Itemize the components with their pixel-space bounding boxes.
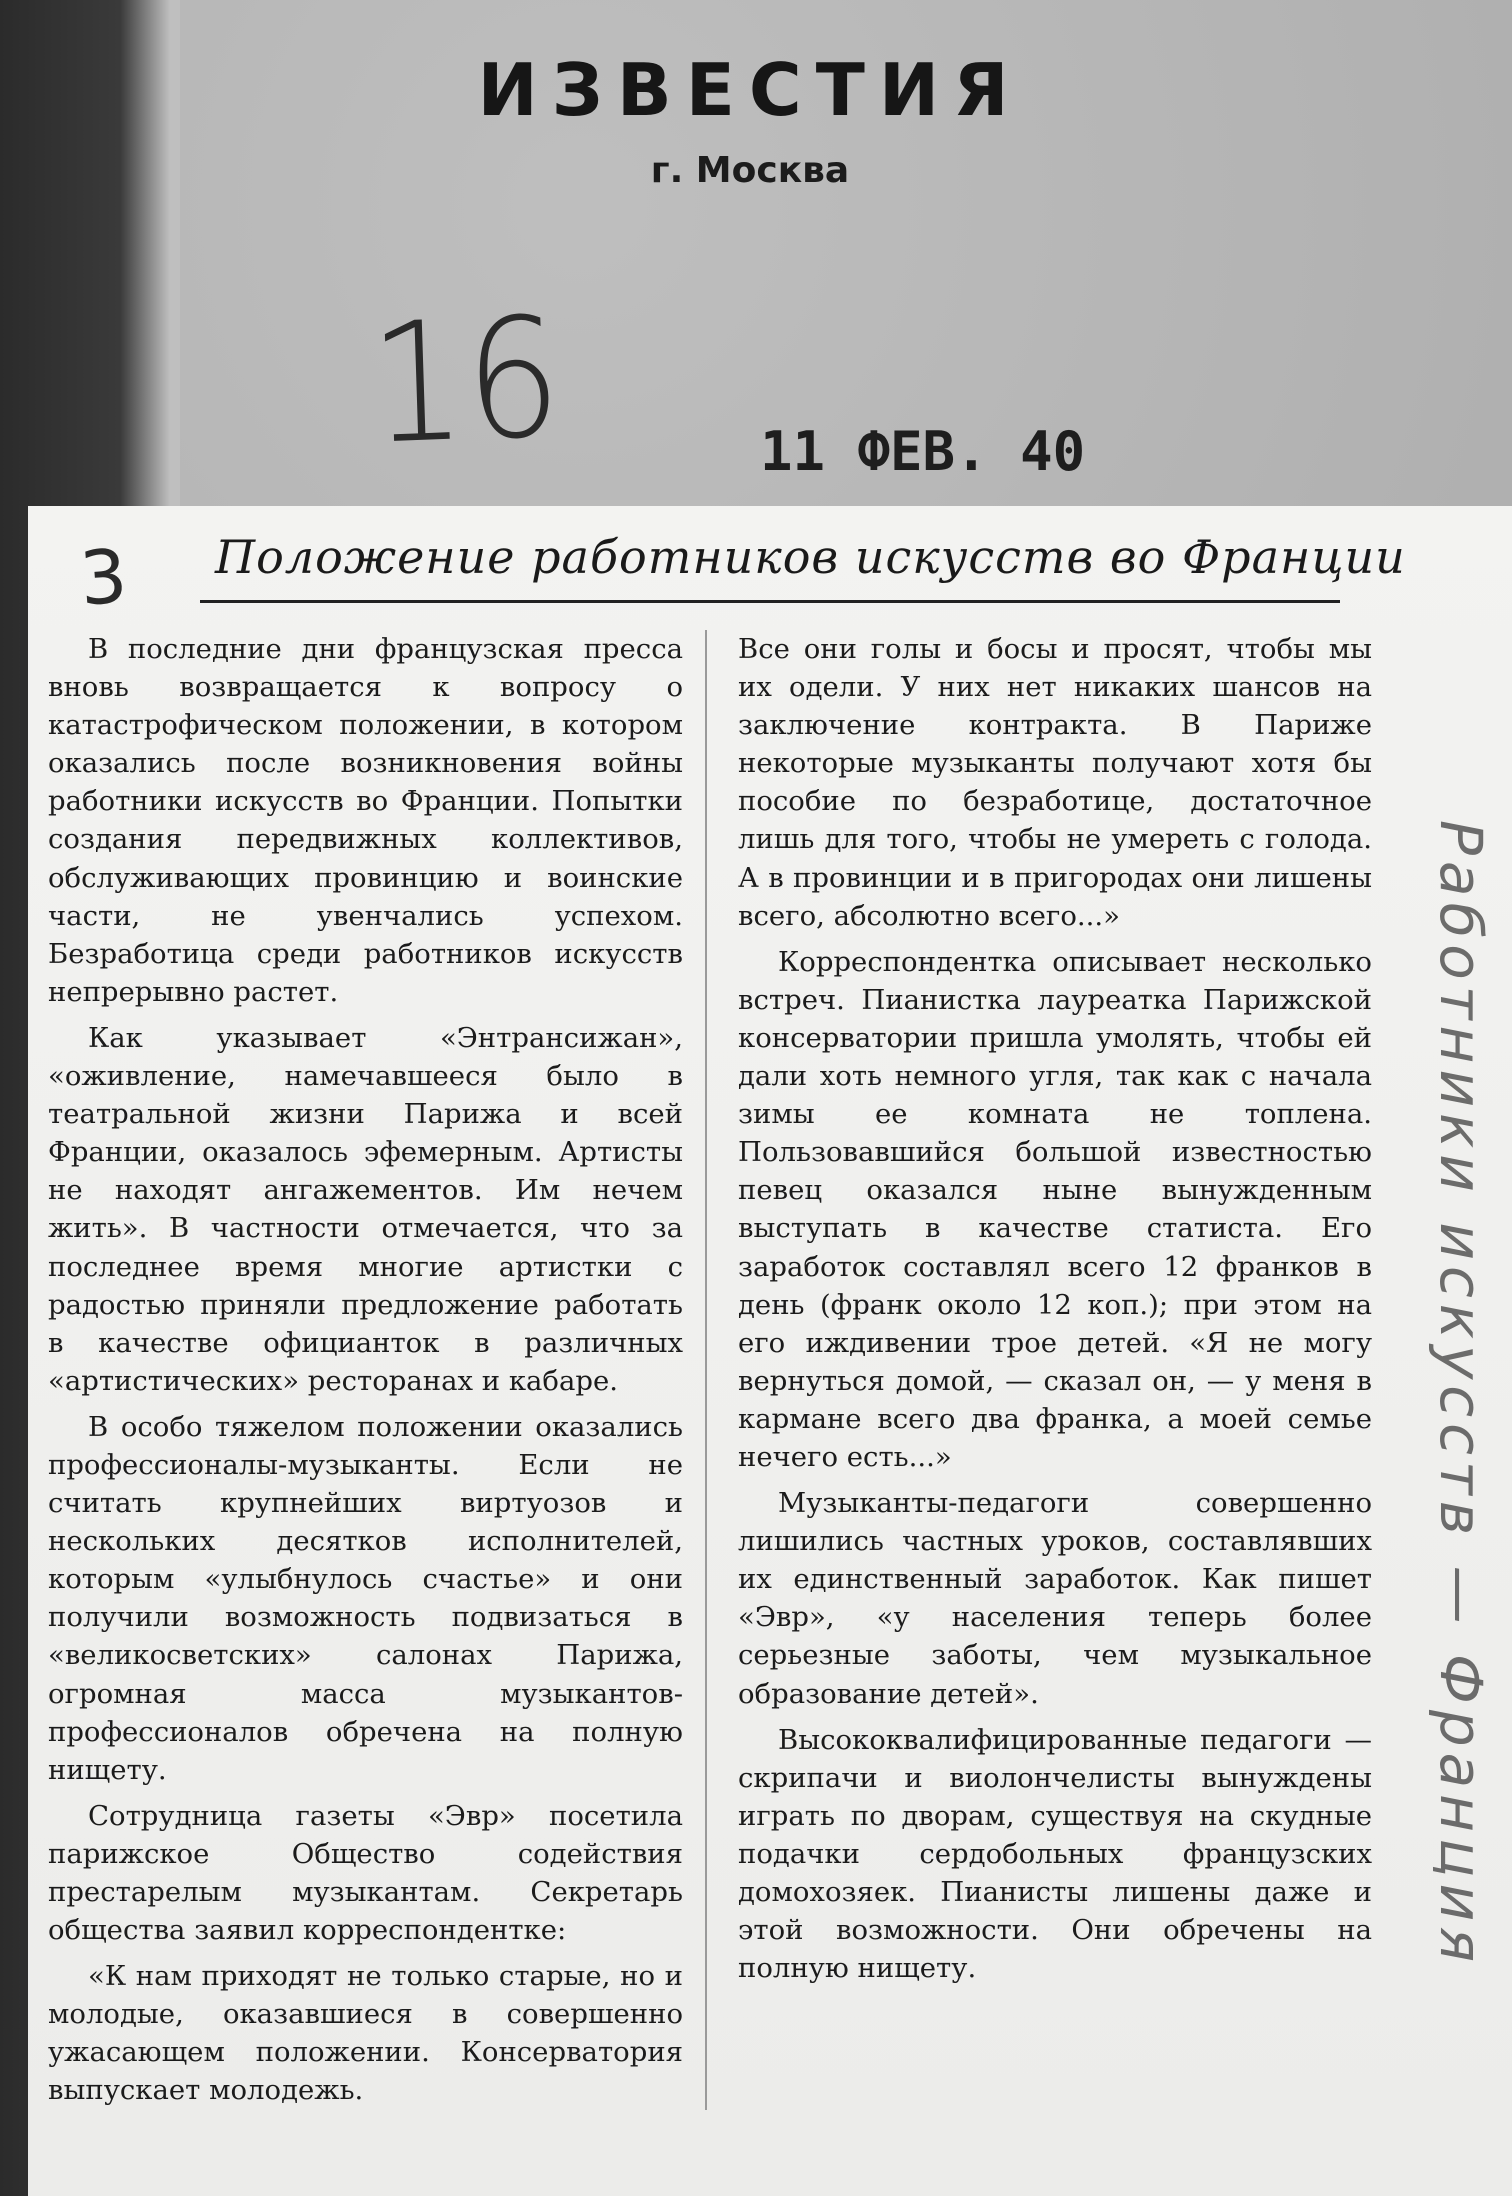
paragraph: В особо тяжелом положении оказались профессионалы-музыканты. Если не считать крупнейших виртуозов и нескольких десятков исполнителей, которым «улыбнулось счастье» и они получили возможность подвизаться в «великосветских» салонах Парижа, огромная масса музыкантов-профессионалов обречена на полную нищету. — [48, 1410, 683, 1786]
paragraph: Музыканты-педагоги совершенно лишились частных уроков, составлявших их единственный заработок. Как пишет «Эвр», «у населения теперь более серьезные заботы, чем музыкальное образование детей». — [738, 1487, 1372, 1710]
paragraph: «К нам приходят не только старые, но и молодые, оказавшиеся в совершенно ужасающем положении. Консерватория выпускает молодежь. — [48, 1960, 683, 2107]
title-underline — [200, 600, 1340, 603]
paragraph: Сотрудница газеты «Эвр» посетила парижское Общество содействия престарелым музыкантам. Секретарь общества заявил корреспондентке: — [48, 1799, 683, 1947]
paragraph: Как указывает «Энтрансижан», «оживление, намечавшееся было в театральной жизни Парижа и всей Франции, оказалось эфемерным. Артисты не находят ангажементов. Им нечем жить». В частности отмечается, что за последнее время многие артистки с радостью приняли предложение работать в качестве официанток в различных «артистических» ресторанах и кабаре. — [48, 1021, 683, 1397]
paragraph: Высококвалифицированные педагоги — скрипачи и виолончелисты вынуждены играть по дворам, существуя на скудные подачки сердобольных французских домохозяек. Пианисты лишены даже и этой возможности. Они обречены на полную нищету. — [738, 1723, 1372, 1985]
paragraph: Все они голы и босы и просят, чтобы мы их одели. У них нет никаких шансов на заключение контракта. В Париже некоторые музыканты получают хотя бы пособие по безработице, достаточное лишь для того, чтобы не умереть с голода. А в провинции и в пригородах они лишены всего, абсолютно всего...» — [738, 633, 1372, 932]
paragraph: В последние дни французская пресса вновь возвращается к вопросу о катастрофическом положении, в котором оказались после возникновения войны работники искусств во Франции. Попытки создания передвижных коллективов, обслуживающих провинцию и воинские части, не увенчались успехом. Безработица среди работников искусств непрерывно растет. — [48, 633, 683, 1008]
newspaper-masthead: ИЗВЕСТИЯ — [477, 48, 1023, 132]
paragraph: Корреспондентка описывает несколько встреч. Пианистка лауреатка Парижской консерватории пришла умолять, чтобы ей дали хоть немного угля, так как с начала зимы ее комната не топлена. Пользовавшийся большой известностью певец оказался ныне вынужденным выступать в качестве статиста. Его заработок составлял всего 12 франков в день (франк около 12 коп.); при этом на его иждивении трое детей. «Я не могу вернуться домой, — сказал он, — у меня в кармане всего два франка, а моей семье нечего есть...» — [738, 945, 1372, 1473]
column-divider — [705, 630, 707, 2110]
handwritten-number: 16 — [367, 282, 564, 482]
date-stamp: 11 ФЕВ. 40 — [760, 420, 1086, 483]
article-title: Положение работников искусств во Франции — [215, 530, 1406, 584]
handwritten-archive-mark: 3 — [77, 533, 131, 623]
article-left-column — [48, 630, 683, 2118]
handwritten-margin-note: Работники искусств — Франция — [1427, 820, 1495, 1969]
newspaper-city: г. Москва — [650, 150, 850, 191]
article-right-column — [738, 630, 1372, 1995]
